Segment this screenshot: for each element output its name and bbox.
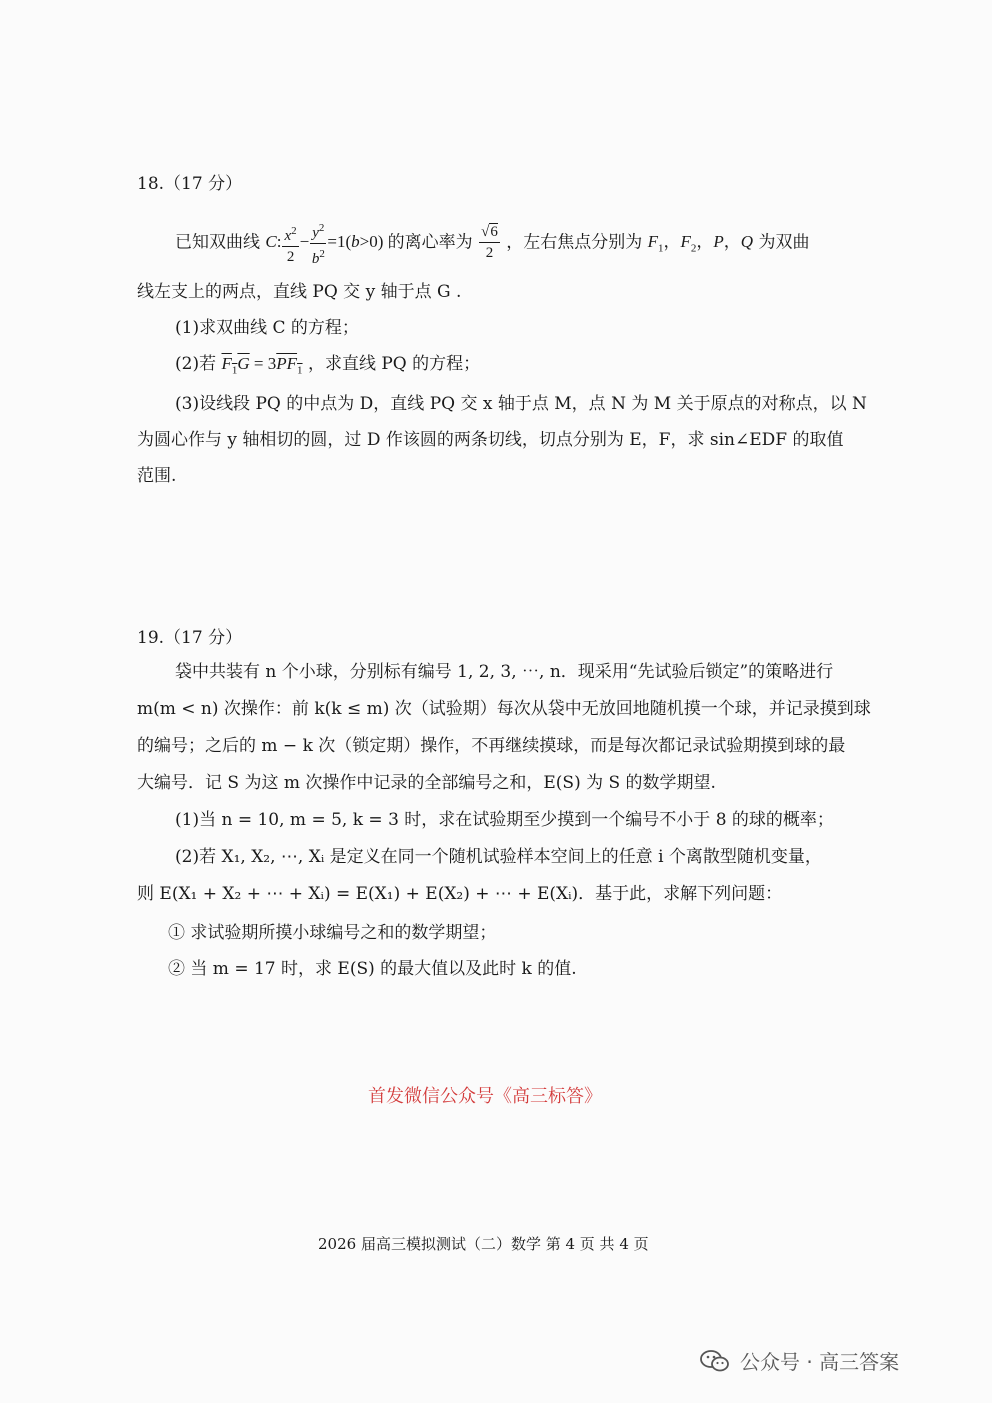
q18-header: 18.（17 分）	[137, 174, 243, 194]
q18-line-2: 线左支上的两点，直线 PQ 交 y 轴于点 G .	[137, 282, 462, 302]
q19-header: 19.（17 分）	[137, 628, 243, 648]
eccentricity-label: 的离心率为	[387, 232, 473, 253]
q19-sub-2: ② 当 m = 17 时，求 E(S) 的最大值以及此时 k 的值.	[168, 959, 577, 979]
brand-bar	[700, 1346, 899, 1375]
q18-part-2-suffix: ，求直线 PQ 的方程；	[307, 354, 481, 374]
q18-intro: 已知双曲线	[175, 232, 260, 253]
q18-part-3-line-3: 范围.	[137, 466, 177, 486]
q18-part-2-prefix: (2)若	[175, 354, 217, 374]
q18-line1-end: 为双曲	[758, 232, 810, 253]
q19-line-1: 袋中共装有 n 个小球，分别标有编号 1, 2, 3, ⋯, n．现采用“先试验后锁定”的策略进行	[175, 662, 834, 682]
wechat-icon	[700, 1349, 730, 1373]
q19-line-4: 大编号．记 S 为这 m 次操作中记录的全部编号之和，E(S) 为 S 的数学期望.	[137, 773, 716, 793]
q18-part-3-line-2: 为圆心作与 y 轴相切的圆，过 D 作该圆的两条切线，切点分别为 E，F，求 sin∠EDF 的取值	[137, 430, 844, 450]
q18-line-1	[175, 218, 809, 271]
q19-line-3: 的编号；之后的 m − k 次（锁定期）操作，不再继续摸球，而是每次都记录试验期摸到球的最	[137, 736, 846, 756]
eccentricity-value: $\frac{√6}{2}$	[481, 224, 498, 262]
q18-part-1: (1)求双曲线 C 的方程；	[175, 318, 359, 338]
q19-part-2-line-2: 则 E(X₁ + X₂ + ⋯ + Xᵢ) = E(X₁) + E(X₂) + ⋯ + E(Xᵢ)．基于此，求解下列问题：	[137, 884, 783, 904]
q19-part-2-line-1: (2)若 X₁, X₂, ⋯, Xᵢ 是定义在同一个随机试验样本空间上的任意 i 个离散型随机变量，	[175, 847, 822, 867]
page-footer: 2026 届高三模拟测试（二）数学 第 4 页 共 4 页	[318, 1235, 649, 1253]
hyperbola-equation: C: $\frac{x^2}{2}$ − $\frac{y^2}{b^2}$ =1(b>0)	[265, 232, 387, 251]
vector-condition: $F_1G = 3PF_1$	[221, 354, 303, 377]
q18-part-3-line-1: (3)设线段 PQ 的中点为 D，直线 PQ 交 x 轴于点 M，点 N 为 M 关于原点的对称点，以 N	[175, 394, 867, 414]
foci-label: ，左右焦点分别为	[506, 232, 643, 253]
q19-part-1: (1)当 n = 10, m = 5, k = 3 时，求在试验期至少摸到一个编号不小于 8 的球的概率；	[175, 810, 834, 830]
foci-symbols: $F_1$，$F_2$，P，Q	[647, 232, 754, 255]
watermark: 首发微信公众号《高三标答》	[368, 1086, 602, 1107]
brand-text: 公众号 · 高三答案	[740, 1350, 900, 1374]
q19-sub-1: ① 求试验期所摸小球编号之和的数学期望；	[168, 923, 497, 943]
q18-part-2	[175, 352, 480, 382]
q19-line-2: m(m < n) 次操作：前 k(k ≤ m) 次（试验期）每次从袋中无放回地随机摸一个球，并记录摸到球	[137, 699, 871, 719]
